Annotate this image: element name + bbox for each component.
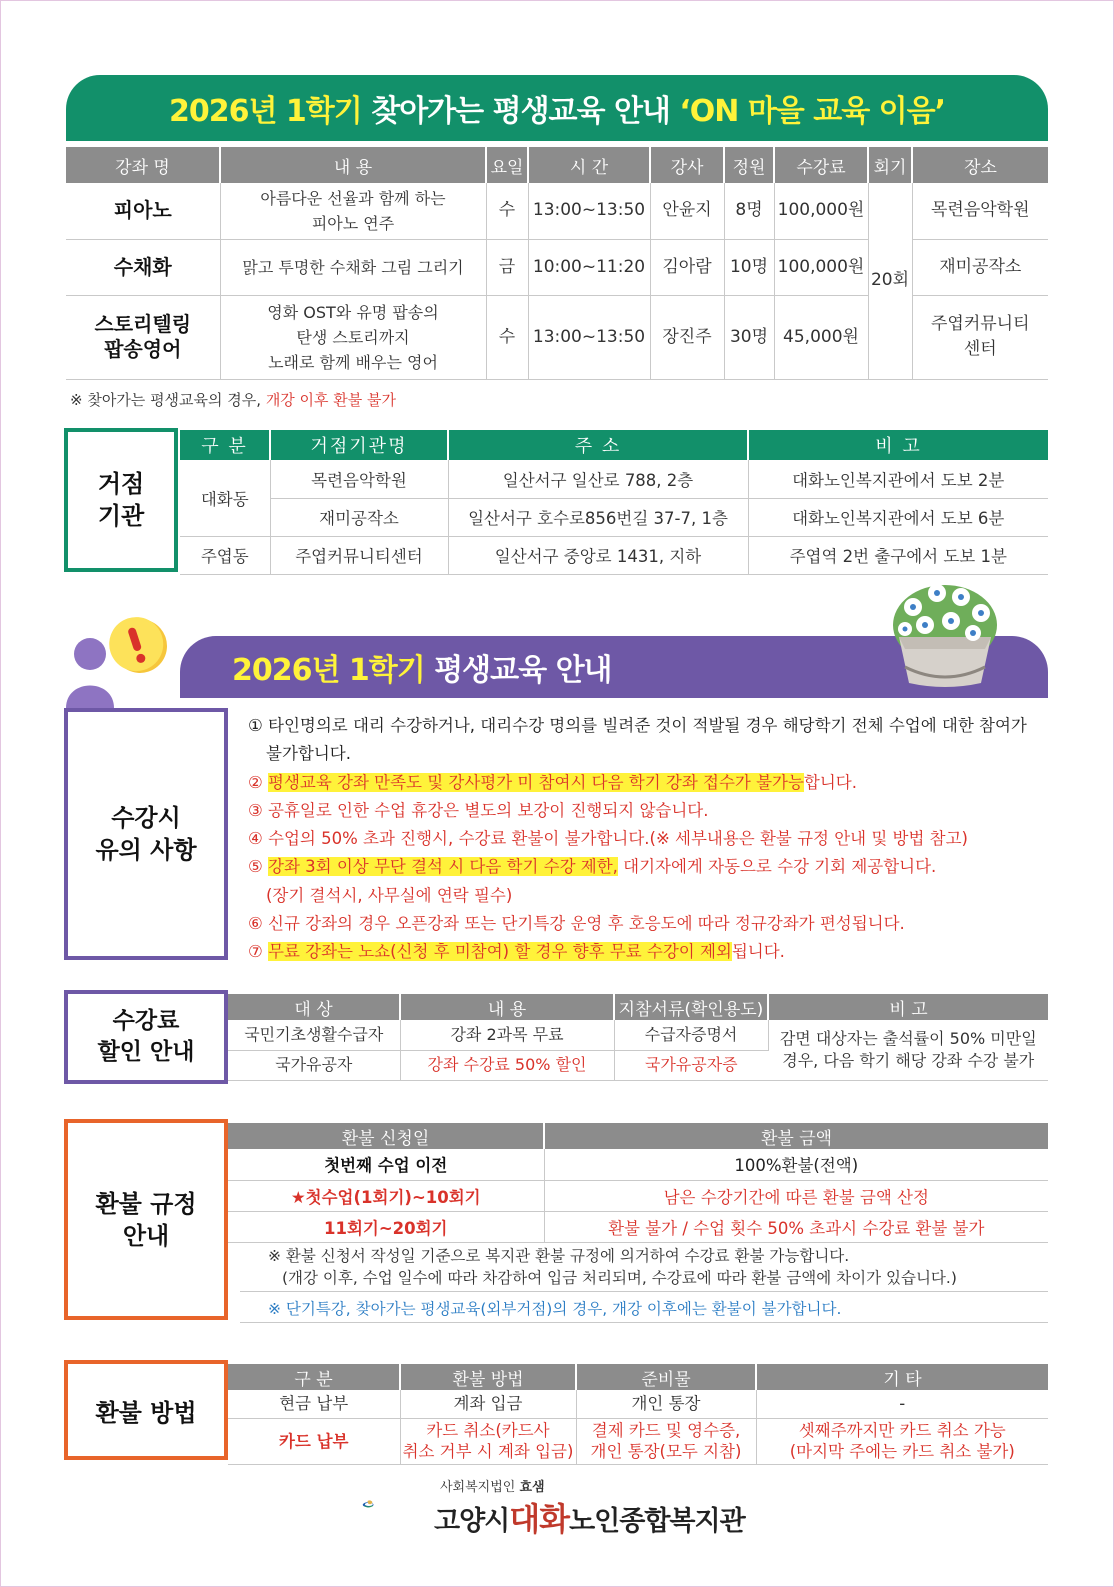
precautions-title: 수강시 유의 사항 bbox=[64, 708, 228, 960]
course-name: 수채화 bbox=[66, 239, 220, 295]
course-content: 아름다운 선율과 함께 하는 피아노 연주 bbox=[220, 183, 486, 239]
banner-visiting-education bbox=[66, 75, 1048, 141]
hub-note: 대화노인복지관에서 도보 2분 bbox=[748, 460, 1048, 498]
header-method: 환불 방법 bbox=[400, 1364, 576, 1390]
discount-table bbox=[228, 994, 1048, 1081]
list-item: ① 타인명의로 대리 수강하거나, 대리수강 명의를 빌려준 것이 적발될 경우 해당학기 전체 수업에 대한 참여가 bbox=[248, 716, 1027, 735]
hub-address: 일산서구 일산로 788, 2층 bbox=[448, 460, 748, 498]
refund-amount: 100%환불(전액) bbox=[544, 1149, 1048, 1180]
refund-rules-title: 환불 규정 안내 bbox=[64, 1119, 228, 1320]
table-row bbox=[180, 460, 1048, 498]
precautions-list bbox=[248, 712, 1048, 967]
table-row bbox=[228, 1211, 1048, 1242]
course-capacity: 10명 bbox=[724, 239, 774, 295]
course-capacity: 30명 bbox=[724, 295, 774, 379]
list-item: ③ 공휴일로 인한 수업 휴강은 별도의 보강이 진행되지 않습니다. bbox=[248, 800, 709, 820]
list-item: (장기 결석시, 사무실에 연락 필수) bbox=[266, 885, 513, 905]
method-etc: 셋째주까지만 카드 취소 가능 (마지막 주에는 카드 취소 불가) bbox=[756, 1418, 1048, 1464]
table-row bbox=[228, 1149, 1048, 1180]
header-note: 비 고 bbox=[748, 430, 1048, 460]
hub-note: 주엽역 2번 출구에서 도보 1분 bbox=[748, 536, 1048, 574]
table-row bbox=[228, 1020, 1048, 1050]
table-row bbox=[66, 183, 1048, 239]
list-item: ② 평생교육 강좌 만족도 및 강사평가 미 참여시 다음 학기 강좌 접수가 불가능합니다. bbox=[248, 772, 857, 792]
course-teacher: 김아람 bbox=[650, 239, 724, 295]
refund-amount: 환불 불가 / 수업 횟수 50% 초과시 수강료 환불 불가 bbox=[544, 1211, 1048, 1242]
refund-note: ※ 찾아가는 평생교육의 경우, 개강 이후 환불 불가 bbox=[70, 391, 397, 409]
divider bbox=[240, 1322, 1048, 1323]
course-content: 맑고 투명한 수채화 그림 그리기 bbox=[220, 239, 486, 295]
course-day: 금 bbox=[486, 239, 528, 295]
course-day: 수 bbox=[486, 295, 528, 379]
header-address: 주 소 bbox=[448, 430, 748, 460]
discount-target: 국민기초생활수급자 bbox=[228, 1020, 400, 1050]
hub-name: 재미공작소 bbox=[270, 498, 448, 536]
hub-name: 목련음악학원 bbox=[270, 460, 448, 498]
organization-logo-icon bbox=[362, 1474, 434, 1534]
discount-content: 강좌 수강료 50% 할인 bbox=[400, 1050, 614, 1080]
header-content: 내 용 bbox=[220, 147, 486, 183]
course-time: 13:00~13:50 bbox=[528, 183, 650, 239]
header-capacity: 정원 bbox=[724, 147, 774, 183]
hub-area: 주엽동 bbox=[180, 536, 270, 574]
table-row bbox=[180, 498, 1048, 536]
header-refund-amount: 환불 금액 bbox=[544, 1123, 1048, 1149]
method-etc: - bbox=[756, 1390, 1048, 1418]
list-item: ⑥ 신규 강좌의 경우 오픈강좌 또는 단기특강 운영 후 호응도에 따라 정규강좌가 편성됩니다. bbox=[248, 914, 905, 934]
banner-title: 2026년 1학기 평생교육 안내 bbox=[232, 653, 612, 688]
header-documents: 지참서류(확인용도) bbox=[614, 994, 768, 1020]
hub-note: 대화노인복지관에서 도보 6분 bbox=[748, 498, 1048, 536]
course-content: 영화 OST와 유명 팝송의 탄생 스토리까지 노래로 함께 배우는 영어 bbox=[220, 295, 486, 379]
header-type: 구 분 bbox=[228, 1364, 400, 1390]
course-fee: 100,000원 bbox=[774, 183, 868, 239]
header-day: 요일 bbox=[486, 147, 528, 183]
discount-title: 수강료 할인 안내 bbox=[64, 990, 228, 1084]
hub-address: 일산서구 중앙로 1431, 지하 bbox=[448, 536, 748, 574]
refund-when: 11회기~20회기 bbox=[228, 1211, 544, 1242]
header-target: 대 상 bbox=[228, 994, 400, 1020]
course-fee: 45,000원 bbox=[774, 295, 868, 379]
header-teacher: 강사 bbox=[650, 147, 724, 183]
banner-title: 2026년 1학기 찾아가는 평생교육 안내 ‘ON 마을 교육 이음’ bbox=[169, 94, 945, 129]
header-place: 장소 bbox=[912, 147, 1048, 183]
table-row bbox=[228, 1180, 1048, 1211]
course-time: 10:00~11:20 bbox=[528, 239, 650, 295]
method-method: 계좌 입금 bbox=[400, 1390, 576, 1418]
course-teacher: 장진주 bbox=[650, 295, 724, 379]
header-course-name: 강좌 명 bbox=[66, 147, 220, 183]
person-alert-icon bbox=[62, 612, 182, 708]
divider bbox=[240, 1291, 1048, 1292]
hub-area: 대화동 bbox=[180, 460, 270, 536]
method-method: 카드 취소(카드사 취소 거부 시 계좌 입금) bbox=[400, 1418, 576, 1464]
method-prep: 개인 통장 bbox=[576, 1390, 756, 1418]
hub-table bbox=[180, 430, 1048, 575]
course-place: 주엽커뮤니티 센터 bbox=[912, 295, 1048, 379]
refund-rules-table bbox=[228, 1123, 1048, 1243]
discount-target: 국가유공자 bbox=[228, 1050, 400, 1080]
refund-method-table bbox=[228, 1364, 1048, 1465]
course-day: 수 bbox=[486, 183, 528, 239]
discount-doc: 수급자증명서 bbox=[614, 1020, 768, 1050]
refund-note: ※ 환불 신청서 작성일 기준으로 복지관 환불 규정에 의거하여 수강료 환불 가능합니다. (개강 이후, 수업 일수에 따라 차감하여 입금 처리되며, 수강료에 따라 환불 금액에 차이가 있습니다.) bbox=[268, 1247, 957, 1287]
method-prep: 결제 카드 및 영수증, 개인 통장(모두 지참) bbox=[576, 1418, 756, 1464]
course-time: 13:00~13:50 bbox=[528, 295, 650, 379]
flower-pot-icon bbox=[885, 567, 1005, 689]
course-place: 목련음악학원 bbox=[912, 183, 1048, 239]
list-item: 불가합니다. bbox=[266, 744, 351, 764]
hub-name: 주엽커뮤니티센터 bbox=[270, 536, 448, 574]
list-item: ④ 수업의 50% 초과 진행시, 수강료 환불이 불가합니다.(※ 세부내용은 환불 규정 안내 및 방법 참고) bbox=[248, 829, 968, 849]
course-table bbox=[66, 147, 1048, 380]
table-row bbox=[228, 1390, 1048, 1418]
header-time: 시 간 bbox=[528, 147, 650, 183]
header-content: 내 용 bbox=[400, 994, 614, 1020]
hub-section-title: 거점 기관 bbox=[64, 428, 178, 572]
header-refund-date: 환불 신청일 bbox=[228, 1123, 544, 1149]
course-capacity: 8명 bbox=[724, 183, 774, 239]
header-fee: 수강료 bbox=[774, 147, 868, 183]
header-hub-name: 거점기관명 bbox=[270, 430, 448, 460]
discount-note: 감면 대상자는 출석률이 50% 미만일 경우, 다음 학기 해당 강좌 수강 불가 bbox=[768, 1020, 1048, 1080]
course-fee: 100,000원 bbox=[774, 239, 868, 295]
course-teacher: 안윤지 bbox=[650, 183, 724, 239]
discount-content: 강좌 2과목 무료 bbox=[400, 1020, 614, 1050]
table-row bbox=[228, 1418, 1048, 1464]
course-name: 피아노 bbox=[66, 183, 220, 239]
header-etc: 기 타 bbox=[756, 1364, 1048, 1390]
refund-amount: 남은 수강기간에 따른 환불 금액 산정 bbox=[544, 1180, 1048, 1211]
discount-doc: 국가유공자증 bbox=[614, 1050, 768, 1080]
course-name: 스토리텔링 팝송영어 bbox=[66, 295, 220, 379]
logo-subtitle: 사회복지법인 효샘 bbox=[440, 1480, 545, 1495]
refund-method-title: 환불 방법 bbox=[64, 1360, 228, 1460]
list-item: ⑤ 강좌 3회 이상 무단 결석 시 다음 학기 수강 제한, 대기자에게 자동으로 수강 기회 제공합니다. bbox=[248, 857, 937, 877]
logo-name: 고양시대화노인종합복지관 bbox=[434, 1500, 745, 1538]
method-type: 카드 납부 bbox=[228, 1418, 400, 1464]
refund-when: 첫번째 수업 이전 bbox=[228, 1149, 544, 1180]
header-sessions: 회기 bbox=[868, 147, 912, 183]
header-area: 구 분 bbox=[180, 430, 270, 460]
refund-note-external: ※ 단기특강, 찾아가는 평생교육(외부거점)의 경우, 개강 이후에는 환불이 불가합니다. bbox=[268, 1300, 842, 1318]
refund-when: ★첫수업(1회기)~10회기 bbox=[228, 1180, 544, 1211]
header-note: 비 고 bbox=[768, 994, 1048, 1020]
list-item: ⑦ 무료 강좌는 노쇼(신청 후 미참여) 할 경우 향후 무료 수강이 제외됩니다. bbox=[248, 942, 785, 962]
method-type: 현금 납부 bbox=[228, 1390, 400, 1418]
header-prep: 준비물 bbox=[576, 1364, 756, 1390]
course-place: 재미공작소 bbox=[912, 239, 1048, 295]
course-sessions: 20회 bbox=[868, 183, 912, 379]
hub-address: 일산서구 호수로856번길 37-7, 1층 bbox=[448, 498, 748, 536]
